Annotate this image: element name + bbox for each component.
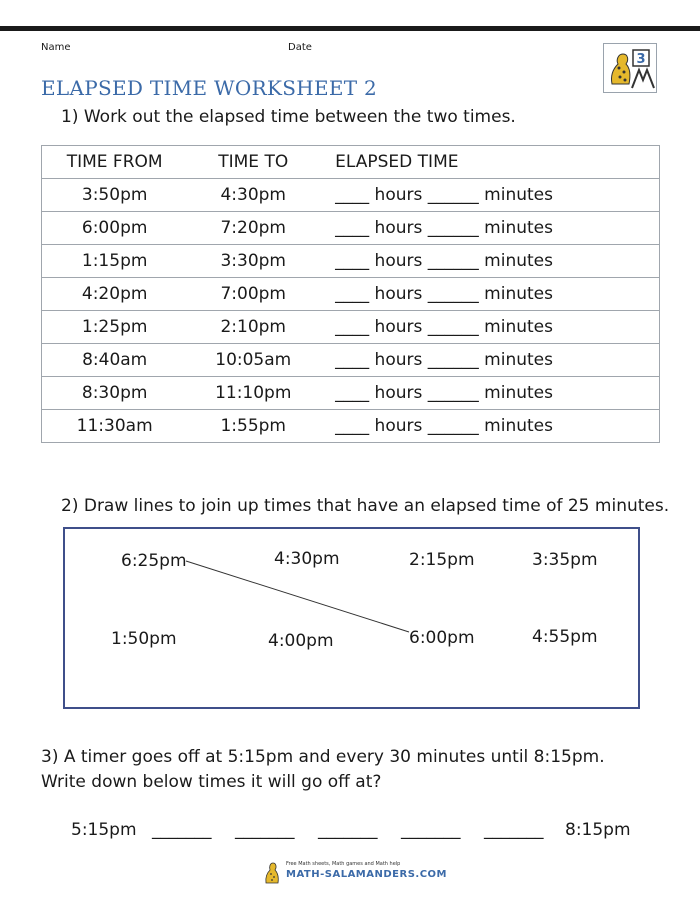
name-label: Name — [41, 42, 71, 53]
q3-line-1: 3) A timer goes off at 5:15pm and every 30 minutes until 8:15pm. — [41, 747, 605, 767]
answer-blank[interactable]: ____ hours ______ minutes — [319, 179, 659, 212]
footer-logo — [262, 858, 447, 886]
time-from-cell: 1:25pm — [42, 311, 188, 344]
match-time-bottom-3[interactable]: 6:00pm — [409, 628, 475, 648]
answer-blank[interactable]: ____ hours ______ minutes — [319, 212, 659, 245]
time-to-cell: 2:10pm — [187, 311, 319, 344]
time-from-cell: 11:30am — [42, 410, 188, 443]
q3-line-2: Write down below times it will go off at? — [41, 772, 382, 792]
time-from-cell: 8:40am — [42, 344, 188, 377]
time-from-cell: 3:50pm — [42, 179, 188, 212]
answer-blank[interactable]: ____ hours ______ minutes — [319, 344, 659, 377]
time-from-cell: 6:00pm — [42, 212, 188, 245]
time-from-cell: 4:20pm — [42, 278, 188, 311]
match-time-top-4[interactable]: 3:35pm — [532, 550, 598, 570]
date-label: Date — [288, 42, 312, 53]
q3-answer-blank-3[interactable]: _______ — [318, 820, 378, 840]
q3-end-time: 8:15pm — [565, 820, 631, 840]
answer-blank[interactable]: ____ hours ______ minutes — [319, 245, 659, 278]
q3-answer-blank-1[interactable]: _______ — [152, 820, 212, 840]
q2-prompt: 2) Draw lines to join up times that have an elapsed time of 25 minutes. — [61, 496, 670, 516]
footer-site[interactable]: MATH-SALAMANDERS.COM — [286, 869, 447, 880]
answer-blank[interactable]: ____ hours ______ minutes — [319, 311, 659, 344]
match-time-top-2[interactable]: 4:30pm — [274, 549, 340, 569]
time-to-cell: 1:55pm — [187, 410, 319, 443]
answer-blank[interactable]: ____ hours ______ minutes — [319, 278, 659, 311]
worksheet-title: ELAPSED TIME WORKSHEET 2 — [41, 76, 378, 100]
time-to-cell: 10:05am — [187, 344, 319, 377]
q3-start-time: 5:15pm — [71, 820, 137, 840]
time-to-cell: 7:20pm — [187, 212, 319, 245]
q3-answer-blank-5[interactable]: _______ — [484, 820, 544, 840]
header-time-from: TIME FROM — [42, 146, 188, 179]
q3-answer-blank-4[interactable]: _______ — [401, 820, 461, 840]
match-time-bottom-4[interactable]: 4:55pm — [532, 627, 598, 647]
q3-answer-blank-2[interactable]: _______ — [235, 820, 295, 840]
time-from-cell: 8:30pm — [42, 377, 188, 410]
match-time-top-3[interactable]: 2:15pm — [409, 550, 475, 570]
time-to-cell: 11:10pm — [187, 377, 319, 410]
time-from-cell: 1:15pm — [42, 245, 188, 278]
grade-number: 3 — [636, 52, 646, 67]
match-time-bottom-1[interactable]: 1:50pm — [111, 629, 177, 649]
q1-prompt: 1) Work out the elapsed time between the two times. — [61, 107, 516, 127]
answer-blank[interactable]: ____ hours ______ minutes — [319, 410, 659, 443]
time-to-cell: 7:00pm — [187, 278, 319, 311]
salamander-footer-icon — [262, 859, 284, 885]
header-elapsed-time: ELAPSED TIME — [319, 146, 659, 179]
match-time-top-1[interactable]: 6:25pm — [121, 551, 187, 571]
answer-blank[interactable]: ____ hours ______ minutes — [319, 377, 659, 410]
match-time-bottom-2[interactable]: 4:00pm — [268, 631, 334, 651]
header-time-to: TIME TO — [187, 146, 319, 179]
time-to-cell: 4:30pm — [187, 179, 319, 212]
time-to-cell: 3:30pm — [187, 245, 319, 278]
footer-tagline: Free Math sheets, Math games and Math help — [286, 861, 401, 867]
